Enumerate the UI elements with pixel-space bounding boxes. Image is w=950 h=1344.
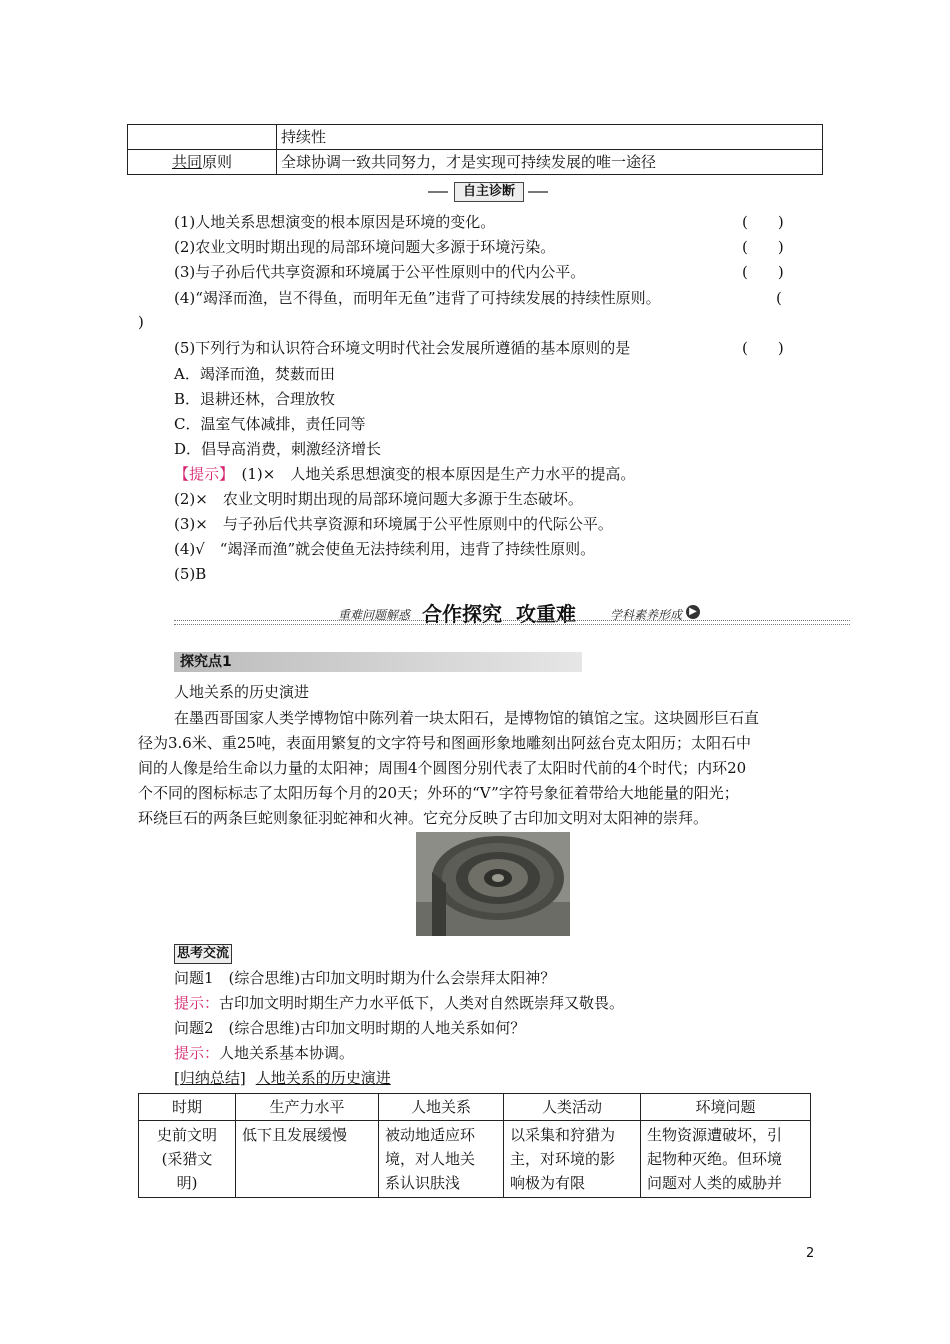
sun-stone-image [416, 832, 570, 936]
banner-right-text: 学科素养形成 [610, 608, 683, 622]
question-5: (5)下列行为和认识符合环境文明时代社会发展所遵循的基本原则的是 [174, 339, 631, 357]
underlined-text: 共同 [171, 153, 202, 171]
answer-paren: ( ) [742, 213, 784, 231]
table-header-row [139, 1094, 811, 1121]
answer-text: 古印加文明时期生产力水平低下，人类对自然既崇拜又敬畏。 [219, 994, 625, 1012]
page-number: 2 [806, 1246, 815, 1261]
table-cell [128, 150, 277, 175]
question-2: (2)农业文明时期出现的局部环境问题大多源于环境污染。 [174, 238, 556, 256]
option-a: A．竭泽而渔，焚薮而田 [174, 365, 335, 383]
paragraph-line: 环绕巨石的两条巨蛇则象征羽蛇神和火神。它充分反映了古印加文明对太阳神的崇拜。 [138, 809, 709, 827]
table-cell: 被动地适应环 境，对人地关 系认识肤浅 [379, 1121, 504, 1198]
divider [428, 191, 448, 193]
question-4: (4)“竭泽而渔，岂不得鱼，而明年无鱼”违背了可持续发展的持续性原则。 [174, 289, 661, 307]
table-row [139, 1121, 811, 1198]
answer-line [174, 991, 624, 1015]
hint-line [174, 462, 635, 486]
answer-text: 人地关系基本协调。 [219, 1044, 355, 1062]
section-banner [174, 598, 850, 628]
paragraph-line: 间的人像是给生命以力量的太阳神；周围4个圆图分别代表了太阳时代前的4个时代；内环20 [138, 759, 747, 777]
option-d: D．倡导高消费，刺激经济增长 [174, 440, 382, 458]
divider [174, 620, 850, 625]
hint-label: 【提示】 [174, 465, 227, 483]
table-cell: 低下且发展缓慢 [236, 1121, 379, 1198]
banner-left-text: 重难问题解惑 [338, 608, 411, 622]
cell-text: 原则 [202, 153, 233, 171]
divider [528, 191, 548, 193]
column-header: 生产力水平 [236, 1094, 379, 1121]
table-cell: 全球协调一致共同努力，才是实现可持续发展的唯一途径 [277, 150, 823, 175]
principles-table [127, 124, 823, 175]
think-exchange-label: 思考交流 [174, 944, 232, 964]
answer-line [174, 1041, 354, 1065]
question-1: (1)人地关系思想演变的根本原因是环境的变化。 [174, 213, 496, 231]
column-header: 时期 [139, 1094, 236, 1121]
explore-point-heading [174, 652, 582, 672]
banner-title-1: 合作探究 [422, 602, 502, 626]
paragraph-line: 径为3.6米、重25吨，表面用繁复的文字符号和图画形象地雕刻出阿兹台克太阳历；太阳石中 [138, 734, 751, 752]
table-cell: 史前文明 (采猎文 明) [139, 1121, 236, 1198]
option-b: B．退耕还林，合理放牧 [174, 390, 336, 408]
question-line: 问题1 (综合思维)古印加文明时期为什么会崇拜太阳神？ [174, 969, 556, 987]
summary-title: 人地关系的历史演进 [255, 1069, 391, 1087]
summary-label: [归纳总结] [174, 1069, 246, 1087]
table-row [128, 150, 823, 175]
column-header: 环境问题 [641, 1094, 811, 1121]
question-line: 问题2 (综合思维)古印加文明时期的人地关系如何？ [174, 1019, 526, 1037]
column-header: 人类活动 [504, 1094, 641, 1121]
answer-paren-wrap: ) [138, 313, 144, 331]
hint-label: 提示： [174, 1044, 220, 1062]
self-diagnosis-heading [428, 182, 548, 202]
summary-line [174, 1066, 391, 1090]
option-c: C．温室气体减排，责任同等 [174, 415, 366, 433]
table-cell [128, 125, 277, 150]
table-cell: 以采集和狩猎为 主，对环境的影 响极为有限 [504, 1121, 641, 1198]
answer-paren: ( ) [742, 238, 784, 256]
hint-line: (4)√ “竭泽而渔”就会使鱼无法持续利用，违背了持续性原则。 [174, 540, 596, 558]
history-table [138, 1093, 811, 1198]
paragraph-line: 在墨西哥国家人类学博物馆中陈列着一块太阳石，是博物馆的镇馆之宝。这块圆形巨石直 [174, 709, 760, 727]
hint-line: (5)B [174, 565, 207, 583]
hint-text: (1)× 人地关系思想演变的根本原因是生产力水平的提高。 [226, 465, 636, 483]
arrow-icon: ▶ [686, 605, 700, 619]
answer-paren: ( ) [742, 339, 784, 357]
column-header: 人地关系 [379, 1094, 504, 1121]
answer-paren: ( ) [742, 263, 784, 281]
question-3: (3)与子孙后代共享资源和环境属于公平性原则中的代内公平。 [174, 263, 586, 281]
answer-paren: ( [776, 289, 782, 307]
section-title: 人地关系的历史演进 [174, 683, 310, 701]
explore-point-label: 探究点1 [180, 654, 232, 670]
banner-title-2: 攻重难 [516, 602, 576, 626]
hint-line: (3)× 与子孙后代共享资源和环境属于公平性原则中的代际公平。 [174, 515, 613, 533]
sun-stone-drawing [416, 832, 570, 936]
table-row [128, 125, 823, 150]
hint-label: 提示： [174, 994, 220, 1012]
table-cell: 持续性 [277, 125, 823, 150]
hint-line: (2)× 农业文明时期出现的局部环境问题大多源于生态破坏。 [174, 490, 583, 508]
paragraph-line: 个不同的图标标志了太阳历每个月的20天；外环的“V”字符号象征着带给大地能量的阳光； [138, 784, 739, 802]
self-diagnosis-label: 自主诊断 [454, 182, 524, 202]
heading-background [174, 652, 582, 672]
table-cell: 生物资源遭破坏，引 起物种灭绝。但环境 问题对人类的威胁并 [641, 1121, 811, 1198]
